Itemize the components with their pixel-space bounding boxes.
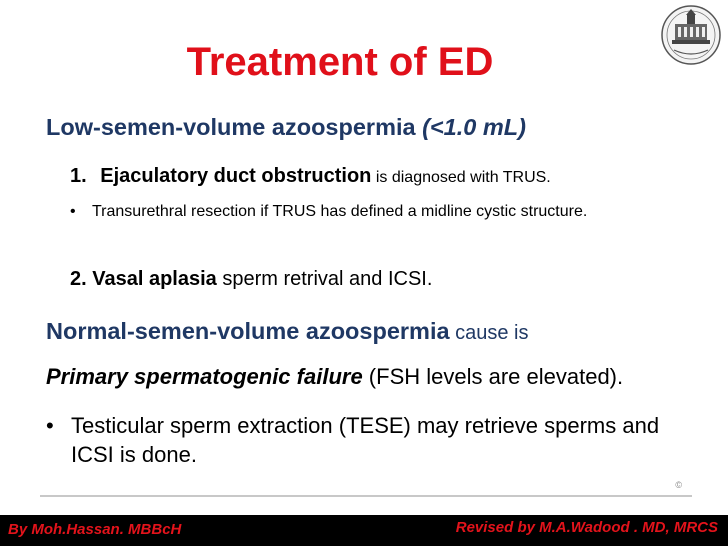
item-ejaculatory-duct — [70, 165, 551, 188]
item1-number: 1. — [70, 165, 87, 187]
turs-bullet — [70, 200, 652, 223]
tese-bullet — [46, 411, 701, 469]
section1-heading-note: (<1.0 mL) — [422, 114, 526, 140]
item2-rest: sperm retrival and ICSI. — [216, 268, 433, 290]
section1-heading-text: Low-semen-volume azoospermia — [46, 114, 416, 140]
section1-heading — [46, 114, 526, 141]
item2-bold: 2. Vasal aplasia — [70, 268, 217, 290]
slide-title: Treatment of ED — [186, 40, 494, 84]
footer-bar — [0, 515, 728, 546]
section2-heading-text: Normal-semen-volume azoospermia — [46, 318, 450, 344]
footer-divider — [40, 495, 692, 497]
section2-heading-rest: cause is — [449, 322, 529, 344]
section2-heading — [46, 318, 528, 345]
copyright-mark: © — [675, 480, 682, 490]
primary-failure-bold: Primary spermatogenic failure — [46, 364, 363, 389]
bullet-marker: • — [46, 413, 54, 438]
tese-bullet-text: Testicular sperm extraction (TESE) may retrieve sperms and ICSI is done. — [71, 413, 660, 467]
bullet-marker: • — [70, 203, 76, 220]
item1-rest: is diagnosed with TRUS. — [371, 169, 551, 186]
primary-failure-line — [46, 364, 623, 390]
footer-author: By Moh.Hassan. MBBcH — [8, 521, 182, 538]
turs-bullet-text: Transurethral resection if TRUS has defined a midline cystic structure. — [92, 203, 588, 220]
footer-reviser: Revised by M.A.Wadood . MD, MRCS — [455, 519, 718, 536]
item-vasal-aplasia — [70, 268, 432, 291]
primary-failure-rest: (FSH levels are elevated). — [362, 364, 624, 389]
item1-bold: Ejaculatory duct obstruction — [100, 165, 372, 187]
university-seal-icon — [660, 4, 722, 66]
